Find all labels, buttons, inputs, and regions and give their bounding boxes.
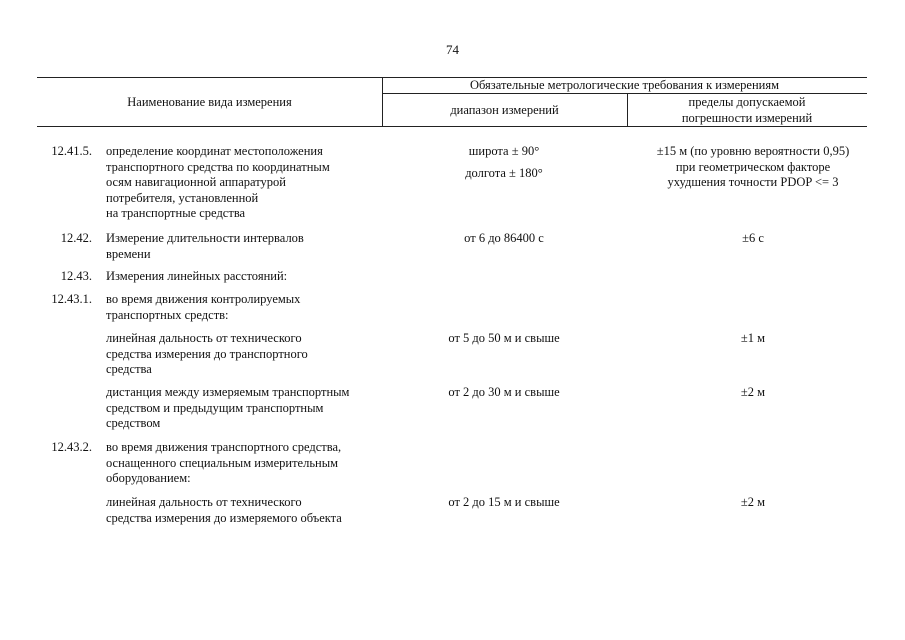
row-permissible-error: ±2 м <box>740 495 766 509</box>
row-permissible-error: ±15 м (по уровню вероятности 0,95) при геометрическом факторе ухудшения точности PDOP <= 3 <box>656 144 850 189</box>
row-measurement-name: определение координат местоположения транспортного средства по координатным осям навигационной аппаратурой потребителя, установленной на транспортные средства <box>106 144 330 220</box>
row-measurement-name: дистанция между измеряемым транспортным средством и предыдущим транспортным средством <box>106 385 350 430</box>
row-range-latitude: широта ± 90° <box>468 144 540 158</box>
row-range: от 2 до 15 м и свыше <box>448 495 560 509</box>
row-number: 12.43.1. <box>51 292 92 306</box>
row-measurement-name: во время движения транспортного средства, оснащенного специальным измерительным оборудованием: <box>106 440 342 485</box>
row-number: 12.41.5. <box>51 144 92 158</box>
row-permissible-error: ±1 м <box>740 331 766 345</box>
row-range-longitude: долгота ± 180° <box>465 166 543 180</box>
row-number: 12.43. <box>60 269 92 283</box>
row-range: от 2 до 30 м и свыше <box>448 385 560 399</box>
row-measurement-name: Измерения линейных расстояний: <box>106 269 288 283</box>
header-measurement-name: Наименование вида измерения <box>127 95 292 109</box>
header-measurement-range: диапазон измерений <box>450 103 559 117</box>
row-measurement-name: линейная дальность от технического средства измерения до транспортного средства <box>106 331 308 376</box>
header-requirements-group: Обязательные метрологические требования к измерениям <box>469 78 780 92</box>
row-measurement-name: Измерение длительности интервалов времени <box>106 231 304 261</box>
row-measurement-name: во время движения контролируемых транспортных средств: <box>106 292 301 322</box>
row-number: 12.42. <box>60 231 92 245</box>
row-range: от 5 до 50 м и свыше <box>448 331 560 345</box>
row-number: 12.43.2. <box>51 440 92 454</box>
header-bottom-rule <box>37 126 867 127</box>
row-permissible-error: ±6 с <box>742 231 764 245</box>
row-permissible-error: ±2 м <box>740 385 766 399</box>
header-permissible-error: пределы допускаемой погрешности измерений <box>681 95 813 125</box>
row-range: от 6 до 86400 с <box>464 231 544 245</box>
row-measurement-name: линейная дальность от технического средства измерения до измеряемого объекта <box>106 495 342 525</box>
page-number: 74 <box>446 42 459 57</box>
